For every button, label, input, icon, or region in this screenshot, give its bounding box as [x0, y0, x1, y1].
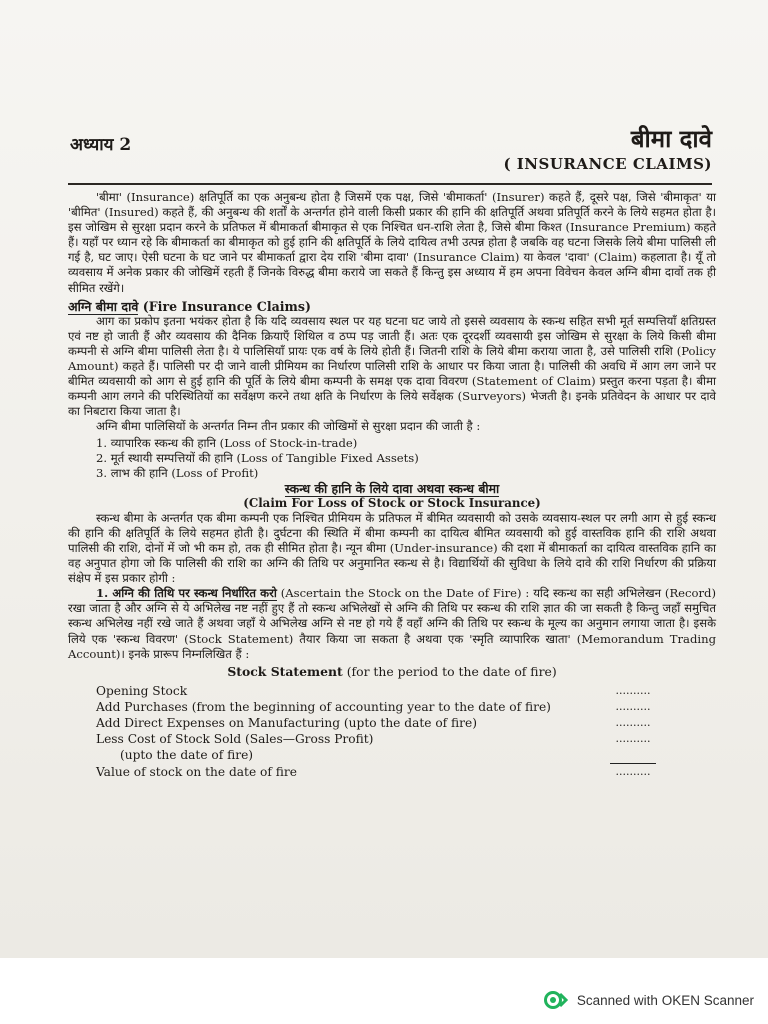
stock-heading-english: (Claim For Loss of Stock or Stock Insurance) [243, 495, 541, 510]
row-label: Opening Stock [96, 683, 188, 698]
fire-heading-english: (Fire Insurance Claims) [138, 298, 311, 314]
step1-paragraph [68, 586, 716, 661]
chapter-title-hindi: बीमा दावे [630, 124, 712, 153]
row-value: .......... [615, 715, 651, 729]
row-label: Less Cost of Stock Sold (Sales—Gross Profit) [96, 731, 374, 746]
stock-claim-heading [68, 481, 716, 496]
step1-label: 1. अग्नि की तिथि पर स्कन्ध निर्धारित करो [96, 586, 277, 601]
table-row [96, 683, 656, 699]
title-divider [68, 183, 712, 185]
row-value: .......... [615, 683, 651, 697]
fire-heading-hindi: अग्नि बीमा दावे [68, 298, 139, 314]
chapter-title-english: ( INSURANCE CLAIMS) [503, 155, 712, 173]
fire-paragraph-2: अग्नि बीमा पालिसियों के अन्तर्गत निम्न तीन प्रकार की जोखिमों से सुरक्षा प्रदान की जाती है : [96, 419, 481, 434]
table-row-total [96, 763, 656, 780]
table-row [96, 715, 656, 731]
stock-statement-title [68, 664, 716, 679]
row-label: Value of stock on the date of fire [96, 764, 297, 779]
row-value: .......... [615, 731, 651, 745]
row-label: (upto the date of fire) [120, 747, 254, 762]
chapter-number: अध्याय 2 [70, 135, 132, 155]
page-body [68, 190, 716, 780]
oken-logo-icon [543, 990, 569, 1010]
fire-paragraph-1: आग का प्रकोप इतना भयंकर होता है कि यदि व्यवसाय स्थल पर यह घटना घट जाये तो इससे व्यवसाय के स्कन्ध सहित सभी मूर्त सम्पत्तियाँ क्षतिग्रस्त एवं नष्ट हो जाती हैं और व्यवसाय की दैनिक क्रियाएँ शिथिल व ठप्प पड़ जाती हैं। अतः एक दूरदर्शी व्यवसायी इस जोखिम से सुरक्षा के लिये किसी बीमा कम्पनी से अग्नि बीमा पालिसी लेता है। ये पालिसियाँ प्रायः एक वर्ष के लिये होती हैं। जितनी राशि के लिये बीमा कराया जाता है, उसे पालिसी राशि (Policy Amount) कहते हैं। पालिसी पर दी जाने वाली प्रीमियम का निर्धारण पालिसी राशि के आधार पर किया जाता है। पालिसी की अवधि में आग लग जाने पर बीमित व्यवसायी को आग से हुई हानि की पूर्ति के लिये बीमा कम्पनी के समक्ष एक दावा विवरण (Statement of Claim) प्रस्तुत करना पड़ता है। बीमा कम्पनी आग लगने की परिस्थितियों का सर्वेक्षण करने तथा क्षति के निर्धारण के लिये सर्वेक्षक (Surveyors) भेजती है। इनके प्रतिवेदन के आधार पर दावे का निबटारा किया जाता है। [68, 313, 716, 419]
scanner-label: Scanned with OKEN Scanner [576, 992, 754, 1008]
row-value: .......... [615, 699, 651, 713]
list-item: 2. मूर्त स्थायी सम्पत्तियों की हानि (Loss of Tangible Fixed Assets) [96, 450, 419, 465]
list-item: 3. लाभ की हानि (Loss of Profit) [96, 465, 259, 480]
row-label: Add Direct Expenses on Manufacturing (upto the date of fire) [96, 715, 477, 730]
stock-statement-name: Stock Statement [227, 663, 343, 679]
row-value: .......... [610, 763, 656, 780]
fire-insurance-heading [68, 299, 716, 314]
table-row [96, 731, 656, 747]
risk-list [96, 436, 716, 481]
intro-paragraph: 'बीमा' (Insurance) क्षतिपूर्ति का एक अनुबन्ध होता है जिसमें एक पक्ष, जिसे 'बीमाकर्ता' (Insurer) कहते हैं, दूसरे पक्ष, जिसे 'बीमाकृत' या 'बीमित' (Insured) कहते हैं, की अनुबन्ध की शर्तों के अन्तर्गत होने वाली किसी प्रकार की हानि की क्षतिपूर्ति अथवा प्रतिपूर्ति करने के लिये सहमत होता है। इस जोखिम से सुरक्षा प्रदान करने के प्रतिफल में बीमाकर्ता बीमाकृत से एक निश्चित धन-राशि लेता है, जिसे बीमा किश्त (Insurance Premium) कहते हैं। यहाँ पर ध्यान रहे कि बीमाकर्ता का बीमाकृत को हुई हानि की क्षतिपूर्ति के लिये दायित्व तभी उत्पन्न होता है जबकि वह घटना जिसके लिये बीमा पालिसी ली गई है, घट जाए। ऐसी घटना के घट जाने पर बीमाकर्ता द्वारा देय राशि 'बीमा दावा' (Insurance Claim) या केवल 'दावा' (Claim) कहलाता है। यूँ तो व्यवसाय में अनेक प्रकार की जोखिमें रहती हैं जिनके विरुद्ध बीमा कराये जा सकते हैं किन्तु इस अध्याय में हम अपना विवेचन केवल अग्नि बीमा दावों तक ही सीमित रखेंगे। [68, 190, 716, 295]
step1-text: यदि स्कन्ध का सही अभिलेखन (Record) रखा जाता है और अग्नि से ये अभिलेख नष्ट नहीं हुए हैं तो स्कन्ध अभिलेखों से अग्नि की तिथि पर स्कन्ध की राशि ज्ञात की जा सकती है किन्तु जहाँ समुचित स्कन्ध अभिलेख नहीं रखे जाते हैं अथवा जहाँ ये अभिलेख अग्नि से नष्ट हो गये हैं वहाँ अग्नि की तिथि पर स्कन्ध के मूल्य का अनुमान लगाया जाता है। इसके लिये एक 'स्कन्ध विवरण' (Stock Statement) तैयार किया जा सकता है अथवा एक 'स्मृति व्यापारिक खाता' (Memorandum Trading Account)। इनके प्रारूप निम्नलिखित हैं : [68, 586, 716, 661]
stock-statement-period: (for the period to the date of fire) [342, 663, 557, 679]
table-row [96, 747, 656, 763]
list-item: 1. व्यापारिक स्कन्ध की हानि (Loss of Stock-in-trade) [96, 435, 358, 450]
row-label: Add Purchases (from the beginning of accounting year to the date of fire) [96, 699, 551, 714]
stock-heading-hindi: स्कन्ध की हानि के लिये दावा अथवा स्कन्ध बीमा [284, 480, 500, 496]
scanner-watermark [543, 990, 754, 1010]
table-row [96, 699, 656, 715]
stock-paragraph-1: स्कन्ध बीमा के अन्तर्गत एक बीमा कम्पनी एक निश्चित प्रीमियम के प्रतिफल में बीमित व्यवसायी को उसके व्यवसाय-स्थल पर लगी आग से हुई स्कन्ध की हानि की क्षतिपूर्ति के लिये सहमत होती है। दुर्घटना की स्थिति में बीमा कम्पनी का दायित्व बीमित व्यवसायी को हुई वास्तविक हानि की राशि अथवा पालिसी की राशि, दोनों में जो भी कम हो, तक ही सीमित होता है। न्यून बीमा (Under-insurance) की दशा में बीमाकर्ता का दायित्व वास्तविक हानि का वह अनुपात होगा जो कि पालिसी की राशि का अग्नि की तिथि पर अनुमानित स्कन्ध से है। विद्यार्थियों की सुविधा के लिये दावे की राशि निर्धारण की प्रक्रिया संक्षेप में इस प्रकार होगी : [68, 510, 716, 586]
stock-statement-table [96, 683, 656, 780]
step1-english: (Ascertain the Stock on the Date of Fire) : [276, 586, 534, 601]
